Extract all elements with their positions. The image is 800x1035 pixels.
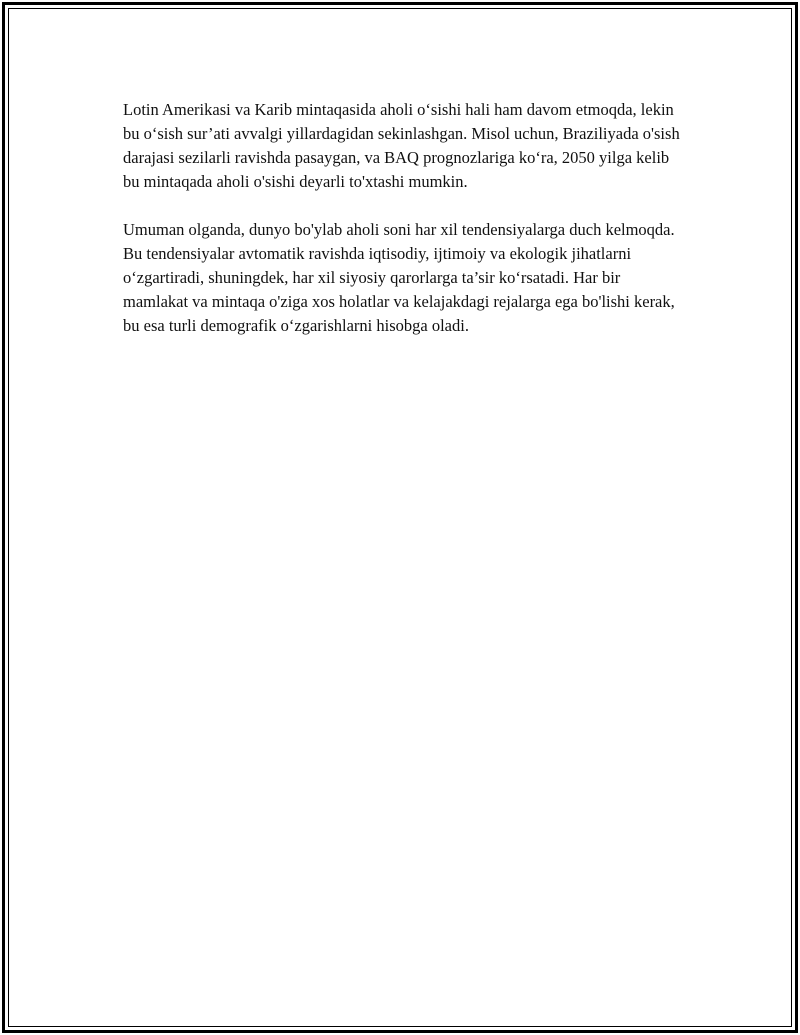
paragraph-world-trends: Umuman olganda, dunyo bo'ylab aholi soni har xil tendensiyalarga duch kelmoqda. Bu tendensiyalar avtomatik ravishda iqtisodiy, ijtimoiy va ekologik jihatlarni o‘zgartiradi, shuningdek, har xil siyosiy qarorlarga ta’sir ko‘rsatadi. Har bir mamlakat va mintaqa o'ziga xos holatlar va kelajakdagi rejalarga ega bo'lishi kerak, bu esa turli demografik o‘zgarishlarni hisobga oladi.: [123, 220, 675, 335]
page-border: [2, 2, 798, 1033]
paragraph-latin-america: Lotin Amerikasi va Karib mintaqasida aholi o‘sishi hali ham davom etmoqda, lekin bu o‘sish sur’ati avvalgi yillardagidan sekinlashgan. Misol uchun, Braziliyada o'sish darajasi sezilarli ravishda pasaygan, va BAQ prognozlariga ko‘ra, 2050 yilga kelib bu mintaqada aholi o'sishi deyarli to'xtashi mumkin.: [123, 100, 680, 191]
document-body: [123, 98, 683, 362]
